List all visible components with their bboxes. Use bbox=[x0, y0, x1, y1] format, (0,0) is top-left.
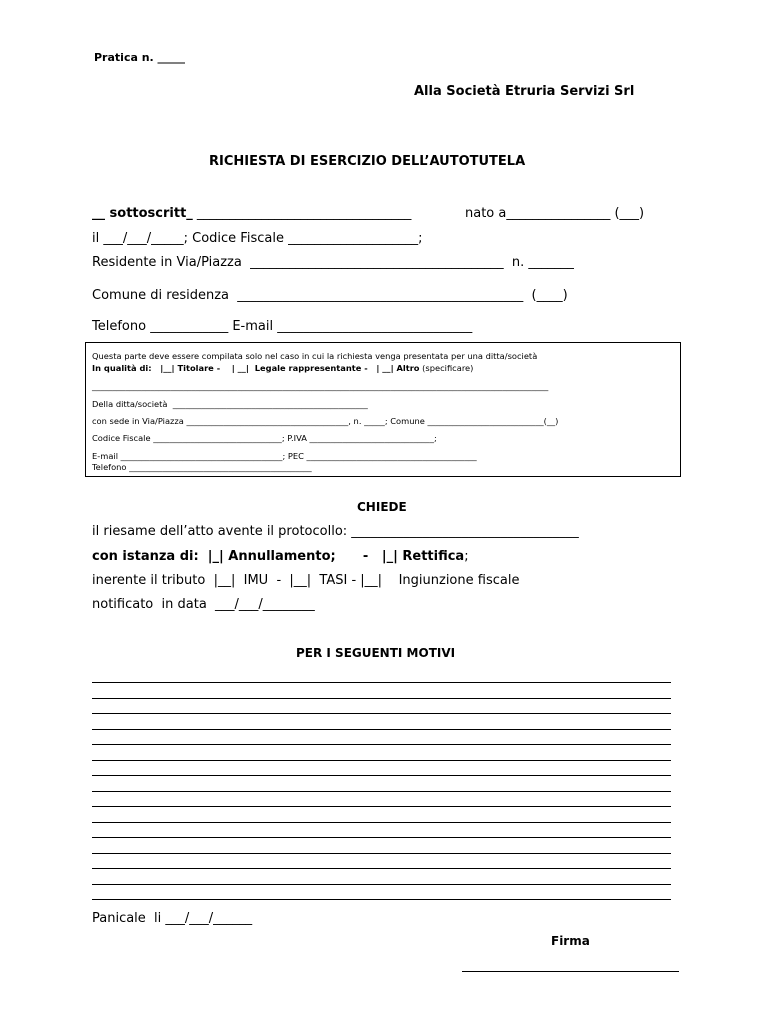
company-tax-field[interactable]: Codice Fiscale _______________________________; P.IVA ______________________________; bbox=[92, 433, 437, 443]
contacts-field[interactable]: Telefono ____________ E-mail ______________________________ bbox=[92, 319, 473, 334]
request-type-end: ; bbox=[464, 549, 469, 564]
municipality-field[interactable]: Comune di residenza ____________________________________________ (____) bbox=[92, 288, 568, 303]
company-email-pec-field[interactable]: E-mail _______________________________________; PEC _________________________________________ bbox=[92, 451, 477, 461]
tax-type-options[interactable]: inerente il tributo |__| IMU - |__| TASI - |__| Ingiunzione fiscale bbox=[92, 573, 520, 588]
chiede-heading: CHIEDE bbox=[357, 500, 407, 514]
pratica-number: Pratica n. _____ bbox=[94, 51, 186, 64]
recipient: Alla Società Etruria Servizi Srl bbox=[414, 84, 635, 99]
request-type-options[interactable] bbox=[92, 550, 469, 563]
company-section-note: Questa parte deve essere compilata solo nel caso in cui la richiesta venga presentata per una ditta/società bbox=[92, 351, 538, 361]
reason-blank-line[interactable] bbox=[92, 899, 671, 900]
subscriber-name-field[interactable]: _________________________________ bbox=[192, 206, 412, 221]
company-name-field[interactable]: Della ditta/società _______________________________________________ bbox=[92, 399, 368, 409]
place-date-field[interactable]: Panicale li ___/___/______ bbox=[92, 911, 253, 926]
role-checkboxes[interactable]: In qualità di: |__| Titolare - | __| Legale rappresentante - | __| Altro bbox=[92, 363, 420, 373]
signature-label: Firma bbox=[551, 934, 590, 948]
role-options[interactable] bbox=[92, 364, 473, 372]
subscriber-label: __ sottoscritt_ bbox=[92, 206, 193, 221]
document-title: RICHIESTA DI ESERCIZIO DELL’AUTOTUTELA bbox=[209, 154, 526, 169]
reason-blank-line[interactable] bbox=[92, 775, 671, 776]
reason-blank-line[interactable] bbox=[92, 884, 671, 885]
protocol-field[interactable]: il riesame dell’atto avente il protocollo: ___________________________________ bbox=[92, 524, 579, 539]
reason-blank-line[interactable] bbox=[92, 822, 671, 823]
reason-blank-line[interactable] bbox=[92, 806, 671, 807]
role-specify-field[interactable]: ______________________________________________________________________________________________________________ bbox=[92, 381, 549, 391]
reason-blank-line[interactable] bbox=[92, 713, 671, 714]
reason-blank-line[interactable] bbox=[92, 791, 671, 792]
reason-blank-line[interactable] bbox=[92, 729, 671, 730]
reason-blank-line[interactable] bbox=[92, 760, 671, 761]
birthdate-taxcode-field[interactable]: il ___/___/_____; Codice Fiscale ____________________; bbox=[92, 231, 423, 246]
birthplace-field[interactable]: nato a________________ (___) bbox=[465, 206, 645, 221]
reason-blank-line[interactable] bbox=[92, 682, 671, 683]
company-phone-field[interactable]: Telefono ____________________________________________ bbox=[92, 462, 312, 472]
request-type-checkboxes[interactable]: con istanza di: |_| Annullamento; - |_| Rettifica bbox=[92, 549, 465, 564]
reason-blank-line[interactable] bbox=[92, 853, 671, 854]
residence-field[interactable]: Residente in Via/Piazza _______________________________________ n. _______ bbox=[92, 255, 574, 270]
role-specify-hint: (specificare) bbox=[419, 363, 474, 373]
reason-blank-line[interactable] bbox=[92, 698, 671, 699]
notification-date-field[interactable]: notificato in data ___/___/________ bbox=[92, 597, 315, 612]
motivi-heading: PER I SEGUENTI MOTIVI bbox=[296, 646, 456, 660]
reason-blank-line[interactable] bbox=[92, 837, 671, 838]
signature-line[interactable] bbox=[462, 971, 679, 972]
reason-blank-line[interactable] bbox=[92, 868, 671, 869]
company-address-field[interactable]: con sede in Via/Piazza _______________________________________, n. _____; Comune ____________________________(__) bbox=[92, 416, 559, 426]
reason-blank-line[interactable] bbox=[92, 744, 671, 745]
subscriber-line bbox=[92, 207, 411, 220]
